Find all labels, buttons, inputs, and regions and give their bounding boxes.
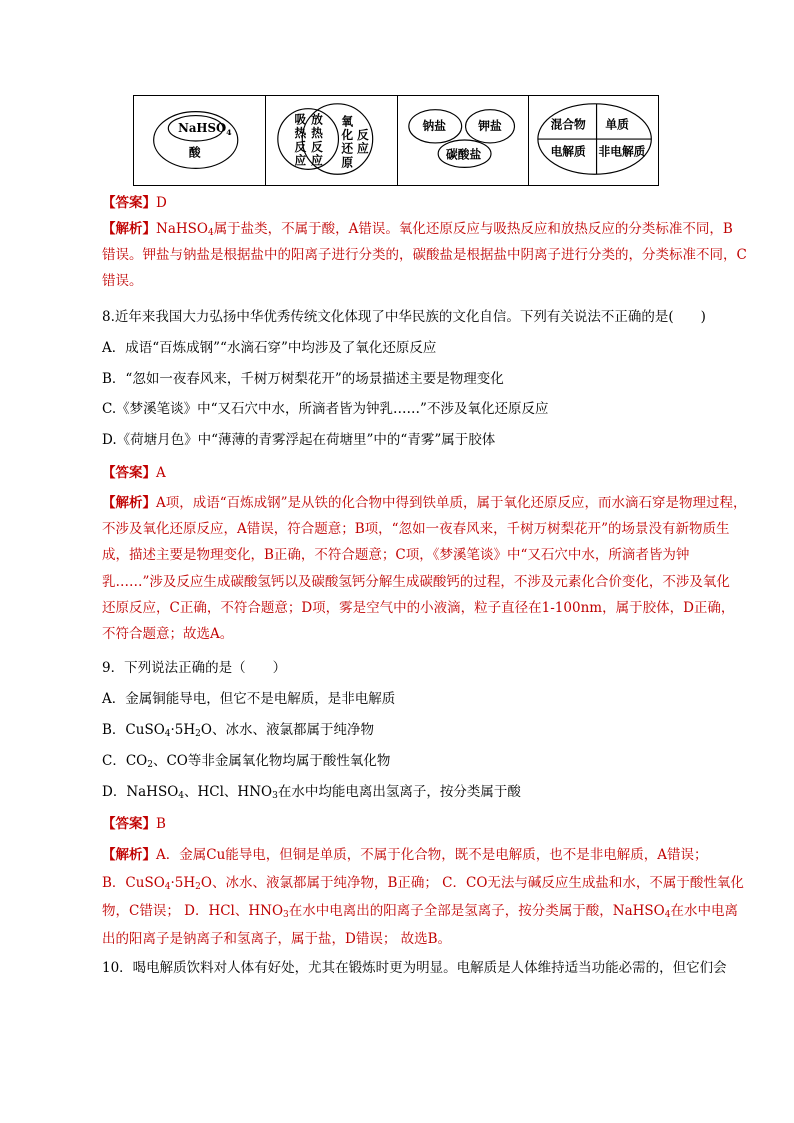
q8-analysis-line-5: 还原反应，C正确，不符合题意；D项，雾是空气中的小液滴，粒子直径在1-100nm，属于胶体，D正确， (102, 600, 735, 616)
endothermic-label (295, 112, 307, 167)
element-label: 单质 (605, 117, 629, 132)
q9-analysis-line-2: B．$CuSO_4\cdot 5H_2O$、冰水、液氯都属于纯净物，B正确； C．CO无法与碱反应生成盐和水，不属于酸性氧化 (102, 875, 744, 892)
carbonate-label: 碳酸盐 (445, 147, 481, 162)
q9-option-a: A．金属铜能导电，但它不是电解质，是非电解质 (102, 691, 396, 707)
q8-stem: 8.近年来我国大力弘扬中华优秀传统文化体现了中华民族的文化自信。下列有关说法不正确的是( ) (102, 309, 706, 325)
q7-answer: 【答案】D (102, 195, 167, 211)
sodium-salt-label: 钠盐 (422, 119, 446, 134)
svg-text:反: 反 (294, 139, 307, 154)
svg-text:放: 放 (311, 112, 324, 127)
quadrant-ellipse-diagram (529, 96, 658, 185)
overlapping-circles-diagram (266, 96, 396, 185)
svg-text:应: 应 (357, 141, 370, 156)
q10-stem: 10．喝电解质饮料对人体有好处，尤其在锻炼时更为明显。电解质是人体维持适当功能必需的，但它们会 (102, 960, 727, 976)
svg-text:热: 热 (294, 126, 307, 141)
three-ellipse-diagram (398, 96, 528, 185)
q9-answer: 【答案】B (102, 816, 166, 832)
q9-option-b: B．$CuSO_4\cdot 5H_2O$、冰水、液氯都属于纯净物 (102, 722, 374, 739)
svg-text:还: 还 (341, 141, 354, 156)
nonelectrolyte-label: 非电解质 (598, 144, 646, 159)
potassium-salt-label: 钾盐 (477, 119, 502, 134)
figure-cell-substance-types (529, 96, 658, 185)
q8-answer: 【答案】A (102, 465, 166, 481)
q7-analysis-line-3: 错误。 (102, 273, 143, 289)
mixture-label: 混合物 (550, 117, 586, 132)
q8-option-c: C.《梦溪笔谈》中“又石穴中水，所滴者皆为钟乳……”不涉及氧化还原反应 (102, 401, 549, 417)
q7-analysis-line-2: 错误。钾盐与钠盐是根据盐中的阳离子进行分类的，碳酸盐是根据盐中阴离子进行分类的，分类标准不同，C (102, 247, 747, 263)
q9-option-c: C．$CO_2$、CO等非金属氧化物均属于酸性氧化物 (102, 753, 391, 770)
svg-text:氧: 氧 (341, 114, 354, 129)
q8-analysis-line-4: 乳……”涉及反应生成碳酸氢钙以及碳酸氢钙分解生成碳酸钙的过程，不涉及元素化合价变化，不涉及氧化 (102, 574, 730, 590)
svg-text:化: 化 (341, 128, 354, 143)
nahso4-label: NaHSO$_4$ (178, 121, 232, 138)
svg-text:吸: 吸 (294, 112, 307, 127)
q9-stem: 9．下列说法正确的是（ ） (102, 660, 287, 676)
electrolyte-label: 电解质 (550, 144, 586, 159)
svg-text:应: 应 (311, 153, 324, 168)
q8-analysis-line-1: 【解析】A项，成语“百炼成钢”是从铁的化合物中得到铁单质，属于氧化还原反应，而水滴石穿是物理过程， (102, 495, 747, 511)
svg-text:热: 热 (311, 126, 324, 141)
nested-ellipse-diagram (134, 96, 265, 185)
acid-label: 酸 (188, 145, 201, 160)
svg-text:反: 反 (357, 128, 370, 143)
q8-option-a: A．成语“百炼成钢”“水滴石穿”中均涉及了氧化还原反应 (102, 340, 437, 356)
q7-analysis-line-1: 【解析】NaHSO$_4$属于盐类，不属于酸，A错误。氧化还原反应与吸热反应和放热反应的分类标准不同，B (102, 221, 733, 238)
q9-analysis-line-1: 【解析】A．金属Cu能导电，但铜是单质，不属于化合物，既不是电解质，也不是非电解质，A错误； (102, 847, 708, 863)
q8-analysis-line-3: 成，描述主要是物理变化，B正确，不符合题意；C项，《梦溪笔谈》中“又石穴中水，所滴者皆为钟 (102, 547, 690, 563)
svg-text:应: 应 (294, 153, 307, 168)
svg-text:反: 反 (311, 139, 324, 154)
figure-cell-salt-types (398, 96, 529, 185)
q9-analysis-line-4: 出的阳离子是钠离子和氢离子，属于盐，D错误； 故选B。 (102, 931, 452, 947)
svg-text:原: 原 (341, 155, 354, 170)
q9-analysis-line-3: 物，C错误； D．HCl、$HNO_3$在水中电离出的阳离子全部是氢离子，按分类属于酸，NaHSO$_4$在水中电离 (102, 903, 738, 920)
q9-option-d: D．NaHSO$_4$、HCl、$HNO_3$在水中均能电离出氢离子，按分类属于酸 (102, 784, 521, 801)
q8-option-d: D.《荷塘月色》中“薄薄的青雾浮起在荷塘里”中的“青雾”属于胶体 (102, 432, 496, 448)
q8-option-b: B．“忽如一夜春风来，千树万树梨花开”的场景描述主要是物理变化 (102, 371, 504, 387)
classification-figure (133, 95, 659, 186)
q8-analysis-line-2: 不涉及氧化还原反应，A错误，符合题意；B项，“忽如一夜春风来，千树万树梨花开”的场景没有新物质生 (102, 521, 730, 537)
figure-cell-reaction-types (266, 96, 397, 185)
figure-cell-acid-salt (134, 96, 266, 185)
exothermic-label (311, 112, 323, 167)
q8-analysis-line-6: 不符合题意；故选A。 (102, 626, 234, 642)
